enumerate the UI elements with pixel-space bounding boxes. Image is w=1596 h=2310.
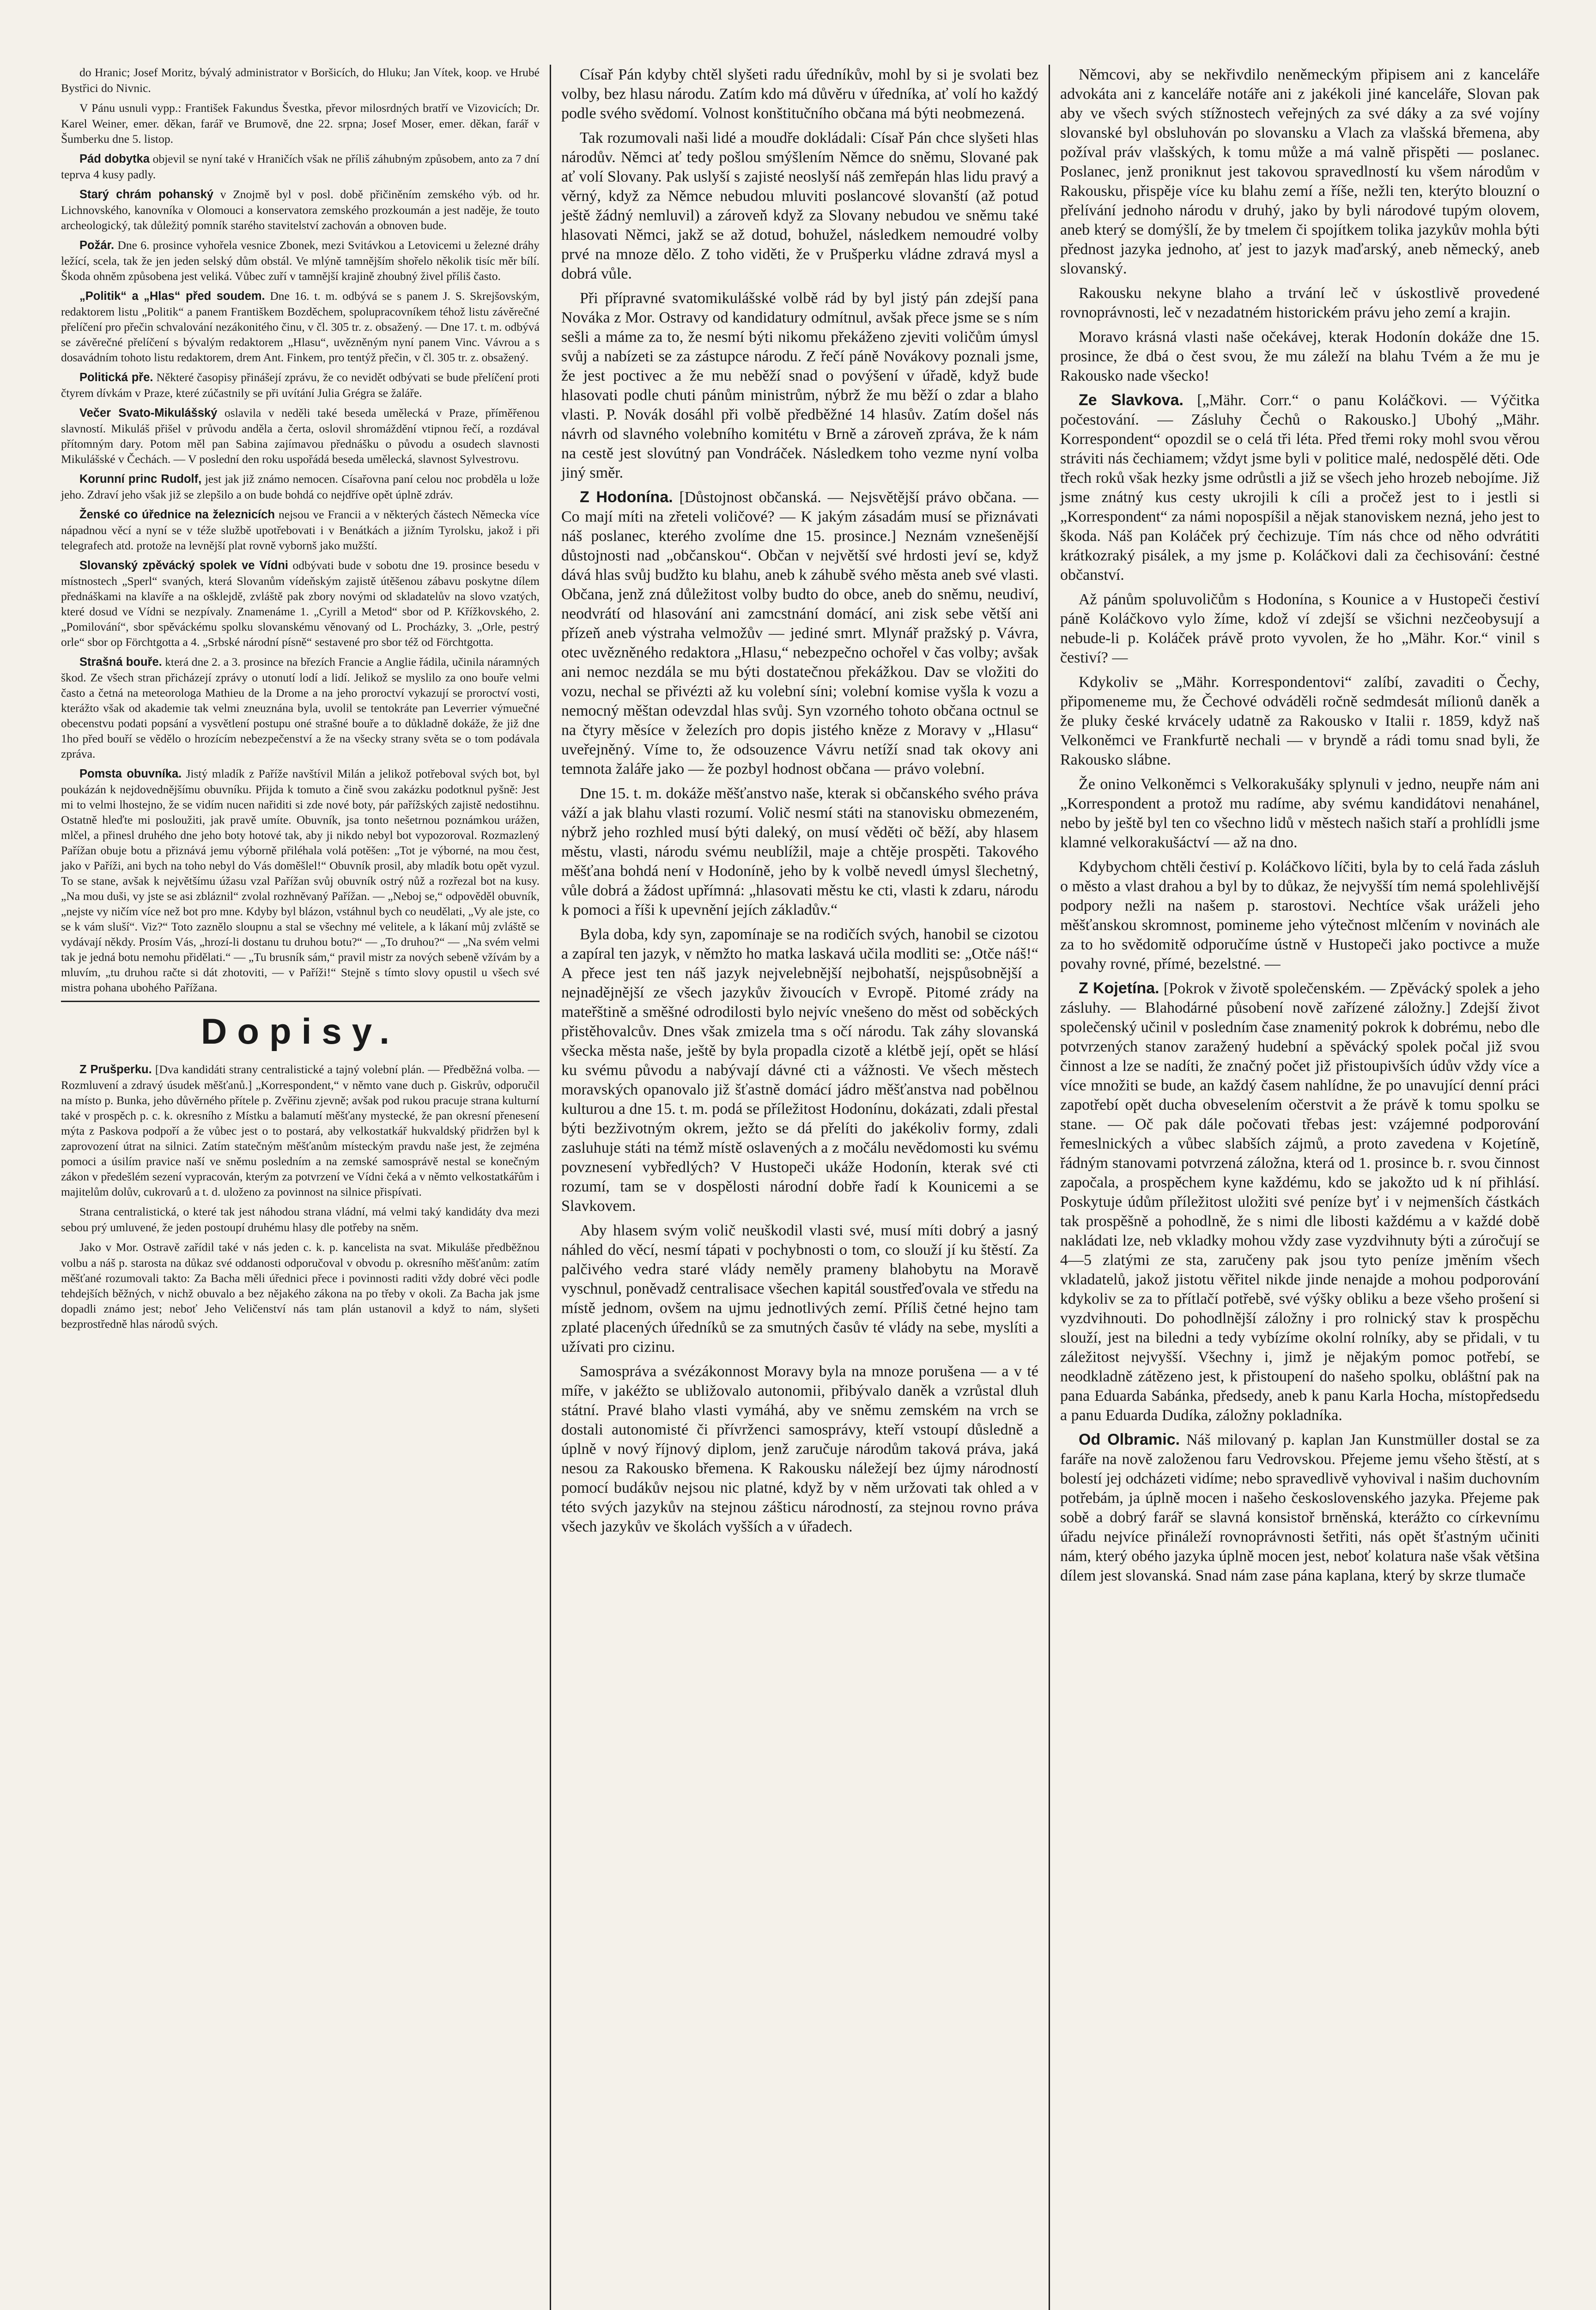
article-paragraph — [61, 558, 540, 650]
article-paragraph — [1060, 65, 1540, 279]
article-text: Některé časopisy přinášejí zprávu, že co nevidět odbývati se bude přelíčení proti čtyrem dívkám v Praze, které zúčastnily se při uvítání Julia Grégra se žaláře. — [61, 371, 540, 400]
article-text: [Dva kandidáti strany centralistické a tajný volební plán. — Předběžná volba. — Rozmluvení a zdravý úsudek měšťanů.] „Korrespondent,“ v němto vane duch p. Giskrův, odporučil na místo p. Bunka, jeho důvěrného přítele p. Zvěřinu zjevně; avšak pod rukou pracuje strana kulturní také v prospěch p. c. k. okresního z Místku a balamutí měšťany mystecké, že pan okresní přenesení mýta z Paskova podpoří a že vůbec jest o to postará, aby velkostatkář hukvaldský přidržen byl k zaprovození útrat na silnici. Zatím statečným měšťanům místeckým pravdu naše jest, že zejména pomoci a úsilím pravice naší ve sněmu posledním a na zemské samosprávě nestal se konečným zákon v předešlém sezení vypracován, kterým za potvrzení ve Vídni čeká a v němto velkostatkářům i majitelům dolův, cukrovarů a t. d. uloženo za povinnost na silnice přispívati. — [61, 1063, 540, 1198]
article-text: Samospráva a svézákonnost Moravy byla na mnoze porušena — a v té míře, v jakéžto se ubližovalo autonomii, přibývalo daněk a vzrůstal dluh státní. Pravé blaho vlasti vymáhá, aby ve sněmu zemském na vrch se dostali autonomisté či přívrženci samosprávy, kteří vstoupí důsledně a úplně v nový říjnový diplom, jenž zaručuje národům taková práva, jaká nesou za Rakousko břemena. K Rakousku náležejí bez újmy národností pomocí budákův nejsou nic platné, když by v něm uržovati tak ohled a v této svých jazykův na stejnou zášticu národností, za stejnou rovno práva všech jazykův ve školách vyšších a v úřadech. — [561, 1363, 1038, 1535]
article-paragraph — [561, 924, 1038, 1216]
column-middle — [550, 65, 1049, 2310]
article-paragraph — [561, 288, 1038, 483]
article-text: Strana centralistická, o které tak jest náhodou strana vládní, má velmi taký kandidáty dva mezi sebou prý umluvené, že jeden postoupí druhému hlasy dle potřeby na sněm. — [61, 1205, 540, 1234]
article-text: Dne 15. t. m. dokáže měšťanstvo naše, kterak si občanského svého práva váží a jak blahu vlasti rozumí. Volič nesmí státi na stanovisku obmezeném, nýbrž jeho rozhled musí býti daleký, on musí věděti oč běží, aby hlasem městu, vlasti, národu svému neublížil, maje a chtěje prospěti. Takového měšťana bohdá není v Hodoníně, jeho by k volbě nevedl úmysl šlechetný, vůle dobrá a žádost upřímná: „hlasovati městu ke cti, vlasti k zdaru, národu k pomoci a říši k upevnění jejích základův.“ — [561, 785, 1038, 918]
article-text: Kdykoliv se „Mähr. Korrespondentovi“ zalíbí, zavaditi o Čechy, připomeneme mu, že Čechové odváděli ročně sedmdesát mílionů daněk a že pluky české krvácely udatně za Rakousko v Italii r. 1859, když naš Velkoněmci ve Frankfurtě nechali — v bryndě a rádi tomu snad byli, že Rakousko slábne. — [1060, 674, 1540, 768]
article-text: V Pánu usnuli vypp.: František Fakundus Švestka, převor milosrdných bratří ve Vizovicích; Dr. Karel Weiner, emer. děkan, farář ve Brumově, dne 22. srpna; Josef Moser, emer. děkan, farář v Šumberku dne 5. listop. — [61, 101, 540, 146]
article-paragraph — [1060, 672, 1540, 770]
article-paragraph — [1060, 979, 1540, 1425]
article-text: Aby hlasem svým volič neuškodil vlasti své, musí míti dobrý a jasný náhled do věcí, nesmí tápati v pochybnosti o tom, co slouží jí ku štěstí. Za palčivého vedra staré vlády neměly prameny blahobytu na Moravě vyschnul, poněvadž centralisace všechen kapitál soustřeďovala ve středu na místě jednom, ovšem na ujmu jednotlivých zemí. Příliš četné hejno tam zplaté placených úředníků se za smutných časův té vlády na sebe, myslíti a užívati pro cizinu. — [561, 1222, 1038, 1356]
article-paragraph — [61, 237, 540, 284]
article-paragraph — [1060, 590, 1540, 668]
article-text: Jistý mladík z Paříže navštívil Milán a jelikož potřeboval svých bot, byl poukázán k nejdovednějšímu obuvníku. Přijda k tomuto a čině svou zakázku podotknul pyšně: Jest mi to velmi lhostejno, že se vidím nucen nařiditi si zde nové boty, pár pařížských zajistě nedostihnu. Ostatně hleďte mi posloužiti, jak pravě umíte. Obuvník, jsa tonto nešetrnou poznámkou urážen, mlčel, a přinesl druhého dne jeho boty hotové tak, aby ji nikdo nebyl bot vypozoroval. Rozmazlený Pařížan obuje botu a přiznává jemu výborně přiléhala volá potěšen: „Tot je výborné, na mou čest, jako v Paříži, ani bych na toho nebyl do Vás doměšlel!“ Obuvník prosil, aby mladík botu opět vyzul. To se stane, avšak k největšímu úžasu vzal Pařížan svůj obuvník ostrý nůž a rozřezal bot na kusy. „Na mou duši, vy jste se asi zbláznil“ zvolal rozhněvaný Pařížan. — „Neboj se,“ odpověděl obuvník, „nejste vy ničím více než bot pro mne. Kdyby byl blázon, vstáhnul bych co neudělati, „Vy ale jste, co se k vám sluší“. Viz?“ Toto zaznělo sloupnu a stal se všechny mé velitele, a k lákaní můj zvláště se vydávají někdy. Prosím Vás, „hrozí-li dostanu tu druhou botu?“ — „To druhou?“ — „Na svém velmi tak je jedná botu nemohu přidělati.“ — „Tu brusník sám,“ pravil mistr za nových sebeně vžívám by a mluvím, „tu druhou račte si dát zhotoviti, — v Paříži!“ Stejně s tímto slovy opustil u všech své mistra pohana ubohého Pařížana. — [61, 767, 540, 994]
article-text: Že onino Velkoněmci s Velkorakušáky splynuli v jedno, neupře nám ani „Korrespondent a protož mu radíme, aby svému kandidátovi nenahánel, nebo by ještě byl ten co všechno lidů v městech našich staří a prohlídli jsme klamné velkorakušáctví — až na dno. — [1060, 776, 1540, 851]
article-text: Náš milovaný p. kaplan Jan Kunstmüller dostal se za faráře na nově založenou faru Vedrovskou. Přejeme jemu všeho štěstí, at s bolestí jej odcházeti vidíme; nebo spravedlivě vyhovival i našim duchovním potřebám, ja úplně mocen i našeho československého jazyka. Přejeme pak sobě a dobrý farář se slavná konsistoř brněnská, kterážto co církevnímu úřadu nejvíce přináleží rovnoprávnosti šetřiti, nás opět šťastným učiniti nám, který obého jazyka úplně mocen jest, neboť kolatura naše však většina dílem jest slovanská. Snad nám zase pána kaplana, který by skrze tlumače — [1060, 1431, 1540, 1584]
article-text: objevil se nyní také v Hraničích však ne příliš záhubným způsobem, anto za 7 dní teprva 4 kusy padly. — [61, 152, 540, 181]
section-heading-dopisy: Dopisy. — [201, 1011, 400, 1052]
article-paragraph — [61, 288, 540, 365]
article-text: která dne 2. a 3. prosince na březích Francie a Anglie řádila, učinila náramných škod. Ze všech stran přicházejí zprávy o utonutí lodí a lidí. Jelikož se myslilo za ono bouře velmi často a četná na meteorologa Mathieu de la Drome a na jeho proroctví vykazují se proroctví vosti, kterážto však od akademie tak velmi zneuznána byla, uvolil se tentokráte pan Leverrier výmuečné obecenstvu podati popsání a vysvětlení postupu oné strašné bouře a to důkladně dokáže, že již dne 1ho před bouří se vědělo o hrozícím nebezpečenství a že na všecky strany světa se o tom podávala zpráva. — [61, 655, 540, 760]
article-text: v Znojmě byl v posl. době přičiněním zemského výb. od hr. Lichnovského, kanovníka v Olomouci a konservatora zemského prozkoumán a jest naděje, že touto archeologický, tak důležitý pomník starého stavitelství zachován a obnoven bude. — [61, 188, 540, 232]
article-lead: Pomsta obuvníka. — [79, 767, 182, 780]
article-text: Tak rozumovali naši lidé a moudře dokládali: Císař Pán chce slyšeti hlas národův. Němci ať tedy pošlou smýšlením Němce do sněmu, Slované pak ať volí Slovany. Pak uslyší s zajisté neoslyší náš zemřepán hlas lidu pravý a věrný, když za Němce nebudou mluviti poslancové slovanští (až potud ještě žádný nemluvil) a zároveň když za Slovany nebudou ve sněmu také hlasovati Němci, jakž se až dotud, bohužel, následkem nemoudré volby prvé na mnoze dělo. Z toho viděti, že v Prušperku vládne zdravá mysl a dobrá vůle. — [561, 129, 1038, 282]
article-lead: Z Kojetína. — [1079, 979, 1159, 997]
article-text: Kdybychom chtěli čestiví p. Koláčkovo líčiti, byla by to celá řada zásluh o město a vlast drahou a byl by to důkaz, že nejvyšší tím nemá spolehlivější podpory nežli na našem p. starostovi. Nechtíce však uráželi jeho měšťanskou skromnost, pomineme jeho výtečnost mlčením v novinách ale za to ho svědomitě odporučíme ústně v Hustopeči jako poctivce a muže povahy rovné, přímé, bezelstné. — — [1060, 858, 1540, 973]
article-lead: Ženské co úřednice na železnicích — [79, 508, 275, 521]
article-lead: „Politik“ a „Hlas“ před soudem. — [79, 290, 265, 303]
column-right — [1049, 65, 1550, 2310]
article-lead: Večer Svato-Mikulášský — [79, 407, 218, 419]
article-text: Byla doba, kdy syn, zapomínaje se na rodičích svých, hanobil se cizotou a zapíral ten jazyk, v němžto ho matka laskavá učila modliti se: „Otče náš!“ A přece jest ten náš jazyk nejvelebnější nejbohatší, nejspůsobnější a nejnadějnější ze všech jazykův živoucích v Evropě. Pitomé zrády na mateřštině a směšné odrodilosti bylo nejvíc vnešeno do měst od soběckých přistěhovalcův. Dnes však zmizela tma s očí národu. Tak záhy slovanská všecka města naše, ještě by byla propadla cizotě a klétbě její, opět se hlásí ku svému původu a nabývají dávné cti a vážnosti. Ve všech městech moravských opanovalo již šťastně domácí jádro měšťanstva nad pobělnou kulturou a dne 15. t. m. podá se příležitost Hodonínu, dokázati, zdali přestal býti bezživotným okrem, ježto se dá přelíti do jakékoliv formy, zdali zasluhuje státi na témž místě oslavených a z močálu nevědomosti ku svému povznesení vybředlých? V Hustopeči ukáže Hodonín, kterak své cti rozumí, tam se v dospělosti národní dobře řadí k Kounicemi a se Slavkovem. — [561, 926, 1038, 1215]
article-paragraph — [61, 405, 540, 467]
article-lead: Požár. — [79, 239, 115, 252]
article-text: Až pánům spoluvoličům s Hodonína, s Kounice a v Hustopeči čestiví páně Koláčkovo vylo žíme, kdož ví zdejší se všichni nezčeobysují a nebude-li p. Koláček právě proto vyvolen, že ho „Mähr. Kor.“ vinil s čestiví? — — [1060, 591, 1540, 666]
article-lead: Od Olbramic. — [1079, 1431, 1180, 1448]
article-text: Dne 16. t. m. odbývá se s panem J. S. Skrejšovským, redaktorem listu „Politik“ a panem Františkem Bozděchem, spolupracovníkem téhož listu závěrečné přelíčení pro přečin schvalování nezákonitého činu, v čl. 305 tr. z. obsažený. — Dne 17. t. m. odbývá se závěrečné přelíčení s bývalým redaktorem „Hlasu“, uvězněným nyní panem Vinc. Vávrou a s dosavádním tohoto listu redaktorem, drem Ant. Finkem, pro tentýž přečin, v čl. 305 tr. z. obsažený. — [61, 289, 540, 364]
article-paragraph — [61, 654, 540, 761]
article-text: nejsou ve Francii a v některých částech Německa více nápadnou věcí a nyní se v téže službě upotřebovati i v Benátkách a jižním Tyrolsku, jakož i při telegrafech atd. protože na levnější plat rovně vybornš jako mužští. — [61, 508, 540, 552]
article-lead: Ze Slavkova. — [1079, 391, 1183, 409]
article-text: oslavila v neděli také beseda umělecká v Praze, příměřenou slavností. Mikuláš přišel v průvodu anděla a čerta, oslovil shromáždění vtipnou řečí, a rozdával přítomným dary. Potom měl pan Sabina zajímavou přednášku o původu a osudech slavnosti Mikulášské v Čechách. — V poslední den roku uspořádá beseda umělecká, slavnost Sylvestrovu. — [61, 406, 540, 466]
article-lead: Z Hodonína. — [580, 488, 673, 506]
article-paragraph — [561, 65, 1038, 123]
article-text: Jako v Mor. Ostravě zařídil také v nás jeden c. k. p. kancelista na svat. Mikuláše předběžnou volbu a náš p. starosta na důkaz své oddanosti odporučoval v obvodu p. okresního měšťanům: zatím měšťané rozumovali takto: Za Bacha měli úřednici přece i povinnosti raditi vždy dobré věci podle tehdejších běžných, v nichž obuvalo a bez nějakého zákona na po třeby v okoli. Za Bacha jak jsme dopadli známo jest; neboť Jeho Veličenství nás tam plán ustanovil a když to nám, slyšeti bezprostředně hlas národů svých. — [61, 1240, 540, 1331]
article-paragraph — [561, 1221, 1038, 1357]
article-paragraph — [561, 784, 1038, 920]
article-lead: Pád dobytka — [79, 152, 150, 165]
article-text: [Pokrok v životě společenském. — Zpěvácký spolek a jeho zásluhy. — Blahodárné působení nově zařízené záložny.] Zdejší život společenský učinil v posledním čase znamenitý pokrok k dobrému, nebo dle potvrzených stanov zaražený hudební a spěvácký spolek počal již svou činnost a lze se nadíti, že značný počet již přistoupivších údův vždy více a více množiti se bude, an každý časem nahlídne, že po unavující denní práci zapotřebí opět ducha obveselením očerstvit a že právě k tomu spolku se stane. — Oč pak dále počovati třebas jest: vzájemné podporování řemeslnických a vůbec slabších zájmů, a proto zavedena v Kojetíně, řádným stanovami potvrzená záložna, která od 1. prosince b. r. svou činnost započala, a prospěchem kyne každému, kdo se jakožto ud k ní přihlásí. Poskytuje údům příležitost uložiti své peníze byť i v nejmenších částkách tak prospěšně a pohodlně, že s nimi dle libosti každému a v každé době nakládati lze, neb vkladky mohou vždy zase vyzdvihnuty býti a zúročují se 4—5 zlatými ze sta, zaručeny pak jsou tyto peníze jměním všech vkladatelů, jakož jistotu věřitel nikde jinde nenajde a mohou podporování kdykoliv se za to přítlačí potřebě, své výšky obliku a beze všeho prošení si vyzdvihnouti. Do pohodlnější záložny i pro rolnický stav k prospěchu slouží, jest na biledni a tedy vybízíme okolní rolníky, aby se přidali, v tu záležitost nejvyšší. Všechny i, jimž je nějakým pomoc potřebí, se neodkladně zátězeno jest, k přistoupení do našeho spolku, obláštní pak na pana Eduarda Sabánka, předsedy, aneb k panu Karla Hocha, místopředsedu a panu Eduarda Dudíka, záložny pokladníka. — [1060, 980, 1540, 1424]
article-paragraph — [1060, 774, 1540, 852]
article-text: do Hranic; Josef Moritz, bývalý administrator v Boršicích, do Hluku; Jan Vítek, koop. ve Hrubé Bystřici do Nivnic. — [61, 66, 540, 95]
article-paragraph — [61, 1240, 540, 1331]
article-paragraph — [561, 128, 1038, 284]
article-paragraph — [561, 1362, 1038, 1537]
article-text: Moravo krásná vlasti naše očekávej, kterak Hodonín dokáže dne 15. prosince, že dbá o čest svou, že mu záleží na blahu Tvém a že mu je Rakousko nade všecko! — [1060, 328, 1540, 384]
article-lead: Z Prušperku. — [79, 1063, 152, 1076]
article-paragraph — [61, 1204, 540, 1235]
article-paragraph — [61, 65, 540, 96]
article-paragraph — [61, 151, 540, 182]
article-text: Císař Pán kdyby chtěl slyšeti radu úředníkův, mohl by si je svolati bez volby, bez hlasu národu. Zatím kdo má důvěru v úředníka, ať volí ho každý podle svého svědomí. Volnost konštitučního občana má býti neobmezená. — [561, 66, 1038, 122]
article-text: odbývati bude v sobotu dne 19. prosince besedu v místnostech „Sperl“ svaných, která Slovanům vídeňským zajistě útěšenou zábavu poskytne dílem přednáškami na klavíře a na ošklejdě, zvláště pak zbory novými od skladatelův na slovo vzatých, které dosud ve Vídni se nezpívaly. Znamenáme 1. „Cyrill a Metod“ sbor od P. Křížkovského, 2. „Pomilování“, sbor spěváckému spolku slovanskému věnovaný od L. Procházky, 3. „Orle, pestrý orle“ sbor op Förchtgotta a 4. „Srbské národní písně“ sestavené pro sbor též od Förchtgotta. — [61, 559, 540, 649]
article-paragraph — [561, 487, 1038, 779]
article-paragraph — [1060, 283, 1540, 322]
newspaper-columns — [51, 65, 1550, 2310]
article-text: [„Mähr. Corr.“ o panu Koláčkovi. — Výčitka počestování. — Zásluhy Čechů o Rakousko.] Ubohý „Mähr. Korrespondent“ opozdil se o celá tři léta. Před třemi roky mohl svou věrou stráviti nás čechiamem; vždyt jsme byli v politice malé, nedospělé děti. Ode třech roků však hezky jsme odrůstli a již se všech jeho hrozeb nebojíme. Již jsme znátný kus cesty ukrojili k cíli a pročež jest to i jestli si „Korrespondent“ za námi nopospíšil a nějak stanoviskem nezná, jeho jest to škoda. Náš pan Koláček prý čechizuje. Tím nás chce od něho odvrátiti krátkozraký pisálek, a my jsme p. Koláčkovi dali za čechisování: čestné občanství. — [1060, 392, 1540, 584]
section-divider — [61, 1001, 540, 1002]
article-text: Dne 6. prosince vyhořela vesnice Zbonek, mezi Svitávkou a Letovicemi u železné dráhy ležící, scela, tak že jen jeden selský dům obstál. Ve mlýně tamnějším shořelo několik tisíc měr bílí. Škoda ohněm způsobena jest veliká. Vůbec zuří v tamnější krajině zhoubný živel příliš často. — [61, 238, 540, 283]
article-lead: Slovanský zpěvácký spolek ve Vídni — [79, 559, 289, 572]
article-lead: Politická pře. — [79, 371, 153, 384]
article-paragraph — [1060, 390, 1540, 585]
article-paragraph — [1060, 327, 1540, 386]
article-lead: Starý chrám pohanský — [79, 188, 214, 201]
article-paragraph — [61, 100, 540, 146]
column-left — [51, 65, 550, 2310]
article-paragraph — [61, 507, 540, 553]
article-text: jest jak již známo nemocen. Císařovna paní celou noc probděla u lože jeho. Zdraví jeho však již se zlepšilo a on bude bohdá co nejdříve opět úplně zdráv. — [61, 472, 540, 501]
article-paragraph — [1060, 1430, 1540, 1586]
article-text: Rakousku nekyne blaho a trvání leč v úskostlivě provedené rovnoprávnosti, leč v nezadatném historickém právu jeho zemí a krajin. — [1060, 285, 1540, 321]
article-lead: Strašná bouře. — [79, 656, 162, 669]
article-paragraph — [61, 370, 540, 401]
article-paragraph — [61, 766, 540, 995]
article-text: Při přípravné svatomikulášské volbě rád by byl jistý pán zdejší pana Nováka z Mor. Ostravy od kandidatury odmítnul, avšak přece jsme se s ním sešli a máme za to, že nesmí býti nikomu překáženo zjeviti voličům úmysl svůj a nabízeti se za zástupce národu. Z řečí páně Novákovy poznali jsme, že jest poctivec a že mu neběží snad o povýšení v úřadě, když bude hlasovati podle chuti pánům ministrům, nýbrž že mu běží o zdar a blaho vlasti. P. Novák dosáhl při volbě předběžné 14 hlasův. Zatím došel nás návrh od slavného volebního komitétu v Brně a zároveň zpráva, že k nám na cestě jest slovútný pan Vondráček. Následkem toho vezme nyní volba jiný směr. — [561, 290, 1038, 481]
article-paragraph — [61, 1062, 540, 1199]
article-paragraph — [1060, 857, 1540, 974]
article-lead: Korunní princ Rudolf, — [79, 473, 202, 486]
article-text: Němcovi, aby se nekřivdilo neněmeckým připisem ani z kanceláře advokáta ani z kanceláře notáře ani z jakékoli jiné kanceláře, Slovan pak aby ve všech svých stížnostech veřejných za své dáky a za své vojíny slovanské byl obsluhován po slovansku a Vlach za vlašská břemena, aby požíval práv vlašských, k tomu může a má valně přispěti — poslanec. Poslanec, jenž proniknut jest takovou spravedlností ku všem národům v Rakousku, přispěje více ku blahu zemí a říše, nežli ten, kterýto blouzní o přelívání jednoho národu v druhý, jako by byli národové tupým olovem, aneb který se domýšlí, že by tmelem či spojítkem tolika jazykův mohla býti přednost jazyka jednoho, ať jest to jazyk maďarský, aneb německý, aneb slovanský. — [1060, 66, 1540, 277]
article-paragraph — [61, 471, 540, 502]
article-paragraph — [61, 187, 540, 233]
article-text: [Důstojnost občanská. — Nejsvětější právo občana. — Co mají míti na zřeteli voličové? — K jakým zásadám musí se přiznávati náš poslanec, kterého zvolíme dne 15. prosince.] Neznám vznešenější důstojnosti nad „občanskou“. Občan v největší své hrdosti jeví se, když dává hlas svůj budžto ku blahu, aneb k záhubě svého města aneb své vlasti. Občana, jenž zná důležitost volby budto do obce, aneb do sněmu, neudiví, neodvrátí od hlasování ani zamcstnání domácí, ani zisk sebe větší ani přízeň aneb výstraha velmožův — jediné smrt. Mlynář pražský p. Vávra, otec uvězněného redaktora „Hlasu,“ nebezpečno ochořel v čas volby; avšak ani nemoc nezdála se mu býti dostatečnou překážkou. Dav se vložiti do vozu, nechal se přivézti až ku volební síni; volební komise vyšla k vozu a nemocný měštan odevzdal hlas svůj. Syn vzorného tohoto občana octnul se na čtyry měsíce v železích pro dopis jistého kněze z Moravy v „Hlasu“ uveřejněný. Víme to, že odsouzence Vávru netíží snad tak okovy ani temnota žaláře jako — že pozbyl hodnost občana — právo volební. — [561, 489, 1038, 778]
